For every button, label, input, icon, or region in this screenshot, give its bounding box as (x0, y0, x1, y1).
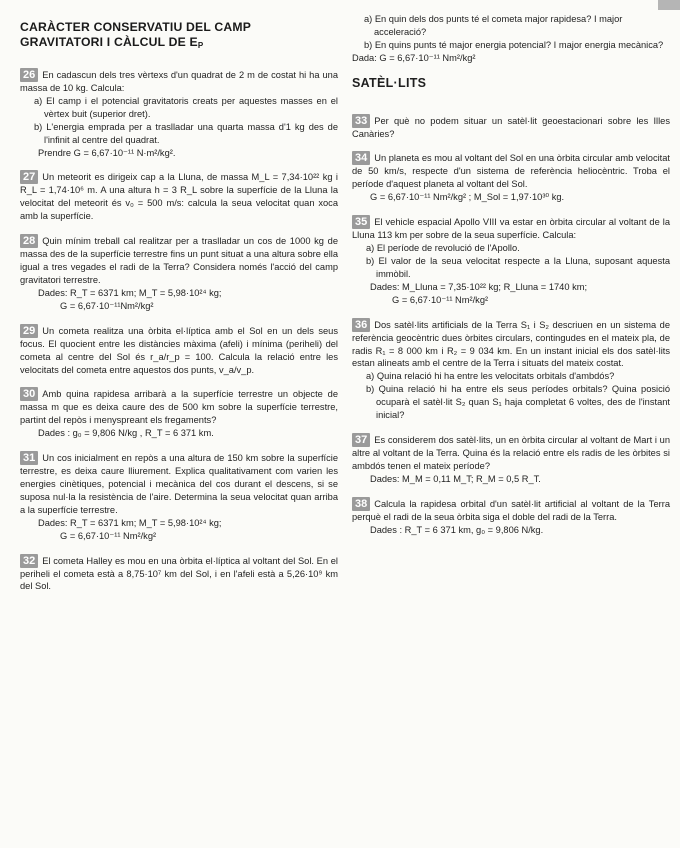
exercise-data: G = 6,67·10⁻¹¹Nm²/kg² (60, 300, 154, 311)
exercise-number-badge: 30 (20, 387, 38, 401)
exercise-text: Dos satèl·lits artificials de la Terra S₁ i S₂ descriuen en un sistema de referència geocèntric dues òrbites circulars, contingudes en el mateix pla, de radis R₁ = 8 000 km i R₂ = 9 034 km. En un instant inicial els dos satèl·lits estan alineats amb el centre de la Terra i situats del mateix costat. (352, 319, 670, 369)
exercise-35 (352, 215, 670, 306)
exercise-number-badge: 33 (352, 114, 370, 128)
exercise-statement (20, 324, 338, 377)
exercise-36 (352, 318, 670, 422)
exercise-subitem: b) Quina relació hi ha entre els seus períodes orbitals? Quina posició ocuparà el satèl·lit S₂ quan S₁ haja completat 6 voltes, des de l'instant inicial? (366, 384, 670, 421)
right-column (352, 0, 670, 547)
exercise-38 (352, 497, 670, 537)
exercise-text: Calcula la rapidesa orbital d'un satèl·lit artificial al voltant de la Terra perquè el radi de la seua òrbita siga el doble del radi de la Terra. (352, 498, 670, 522)
exercise-statement (352, 497, 670, 524)
section-heading (20, 20, 338, 53)
exercise-subitem: a) El període de revolució de l'Apollo. (366, 243, 520, 254)
exercise-33 (352, 114, 670, 141)
exercise-statement (20, 554, 338, 594)
exercise-26 (20, 68, 338, 159)
exercise-number-badge: 26 (20, 68, 38, 82)
exercise-data: Prendre G = 6,67·10⁻¹¹ N·m²/kg². (38, 147, 176, 158)
exercise-text: Amb quina rapidesa arribarà a la superfície terrestre un objecte de massa m que es deixa caure des de 500 km sobre la superfície terrestre, partint del repòs i menyspreant els fregaments? (20, 389, 338, 426)
exercise-statement (20, 170, 338, 223)
exercise-number-badge: 31 (20, 451, 38, 465)
exercise-statement (20, 387, 338, 427)
exercise-statement (20, 234, 338, 287)
exercise-subitem: a) El camp i el potencial gravitatoris creats per aquestes masses en el vèrtex buit (superior dret). (34, 95, 338, 119)
exercise-data: Dades : g₀ = 9,806 N/kg , R_T = 6 371 km. (38, 428, 214, 439)
exercise-number-badge: 29 (20, 324, 38, 338)
exercise-data: Dades: M_Lluna = 7,35·10²² kg; R_Lluna = 1740 km; (370, 281, 588, 292)
left-column (20, 0, 338, 604)
exercise-data: Dades: R_T = 6371 km; M_T = 5,98·10²⁴ kg; (38, 517, 222, 528)
heading-line-2 (20, 35, 338, 54)
exercise-number-badge: 32 (20, 554, 38, 568)
exercise-subitem: b) El valor de la seua velocitat respecte a la Lluna, suposant aquesta immòbil. (366, 255, 670, 279)
exercise-number-badge: 37 (352, 433, 370, 447)
exercise-text: Un cometa realitza una òrbita el·líptica amb el Sol en un dels seus focus. El quocient entre les distàncies màxima (afeli) i mínima (periheli) del cometa al centre del Sol és r_a/r_p = 100. Calcula la relació entre les velocitats del cometa entre aquestos dos punts, v_a/v_p. (20, 325, 338, 375)
continuation-data: Dada: G = 6,67·10⁻¹¹ Nm²/kg² (352, 52, 476, 63)
exercise-number-badge: 35 (352, 215, 370, 229)
heading-subscript: P (197, 40, 204, 50)
exercise-data: G = 6,67·10⁻¹¹ Nm²/kg² (392, 294, 489, 305)
exercise-28 (20, 234, 338, 313)
exercise-statement (352, 215, 670, 242)
exercise-29 (20, 324, 338, 377)
exercise-37 (352, 433, 670, 486)
exercise-text: El vehicle espacial Apollo VIII va estar en òrbita circular al voltant de la Lluna 113 km per sobre de la seua superfície. Calcula: (352, 217, 670, 241)
exercise-number-badge: 27 (20, 170, 38, 184)
section-title-satellits: SATÈL·LITS (352, 75, 427, 90)
exercise-text: Un meteorit es dirigeix cap a la Lluna, de massa M_L = 7,34·10²² kg i R_L = 1,74·10⁶ m. A una altura h = 3 R_L sobre la superfície de la Lluna la velocitat del meteorit és v₀ = 500 m/s: calcula la seua velocitat quan xoca amb la superfície. (20, 172, 338, 222)
exercise-text: Per què no podem situar un satèl·lit geoestacionari sobre les Illes Canàries? (352, 115, 670, 139)
exercise-text: Un planeta es mou al voltant del Sol en una òrbita circular amb velocitat de 50 km/s, respecte d'un sistema de referència heliocèntric. Troba el període d'aquest planeta al voltant del Sol. (352, 153, 670, 190)
continuation-subitem: b) En quins punts té major energia potencial? I major energia mecànica? (364, 39, 664, 50)
exercise-30 (20, 387, 338, 440)
left-exercise-list (20, 68, 338, 593)
exercise-number-badge: 38 (352, 497, 370, 511)
continuation-items (352, 13, 670, 52)
exercise-data: Dades : R_T = 6 371 km, g₀ = 9,806 N/kg. (370, 524, 544, 535)
exercise-data: Dades: R_T = 6371 km; M_T = 5,98·10²⁴ kg; (38, 287, 222, 298)
exercise-34 (352, 151, 670, 204)
exercise-statement (20, 68, 338, 95)
exercise-subitem: a) Quina relació hi ha entre les velocitats orbitals d'ambdós? (366, 371, 615, 382)
exercise-32 (20, 554, 338, 594)
right-exercise-list (352, 114, 670, 537)
heading-line-2-text: GRAVITATORI I CÀLCUL DE E (20, 34, 198, 49)
exercise-subitem: b) L'energia emprada per a traslladar una quarta massa d'1 kg des de l'infinit al centre del quadrat. (34, 121, 338, 145)
exercise-statement (352, 433, 670, 473)
exercise-text: Es considerem dos satèl·lits, un en òrbita circular al voltant de Mart i un altre al voltant de la Terra. Quina és la relació entre els radis de les òrbites si ambdós tenen el mateix període? (352, 434, 670, 471)
exercise-number-badge: 28 (20, 234, 38, 248)
exercise-number-badge: 36 (352, 318, 370, 332)
exercise-statement (352, 114, 670, 141)
exercise-data: G = 6,67·10⁻¹¹ Nm²/kg² ; M_Sol = 1,97·10³⁰ kg. (370, 192, 565, 203)
exercise-text: Quin mínim treball cal realitzar per a traslladar un cos de 1000 kg de massa des de la superfície terrestre fins un punt situat a una altura sobre ella igual a tres vegades el radi de la Terra? Considera només l'acció del camp gravitatori terrestre. (20, 236, 338, 285)
exercise-statement (352, 318, 670, 371)
heading-line-1: CARÀCTER CONSERVATIU DEL CAMP (20, 20, 252, 34)
exercise-data: G = 6,67·10⁻¹¹ Nm²/kg² (60, 530, 157, 541)
exercise-text: Un cos inicialment en repòs a una altura de 150 km sobre la superfície terrestre, es deixa caure lliurement. Explica qualitativament com varien les energies cinètiques, potencial i mecànica del cos durant el descens, si se suposa nul·la la resistència de l'aire. Determina la seua velocitat quan arriba a la superfície terrestre. (20, 453, 338, 515)
exercise-statement (352, 151, 670, 191)
exercise-27 (20, 170, 338, 223)
exercise-31 (20, 451, 338, 542)
continuation-subitem: a) En quin dels dos punts té el cometa major rapidesa? I major acceleració? (364, 14, 623, 37)
exercise-text: El cometa Halley es mou en una òrbita el·líptica al voltant del Sol. En el periheli el cometa està a 8,75·10⁷ km del Sol, i en l'afeli està a 5,26·10⁹ km del Sol. (20, 555, 338, 592)
exercise-number-badge: 34 (352, 151, 370, 165)
exercise-text: En cadascun dels tres vèrtexs d'un quadrat de 2 m de costat hi ha una massa de 10 kg. Calcula: (20, 70, 338, 93)
exercise-statement (20, 451, 338, 517)
exercise-data: Dades: M_M = 0,11 M_T; R_M = 0,5 R_T. (370, 473, 541, 484)
